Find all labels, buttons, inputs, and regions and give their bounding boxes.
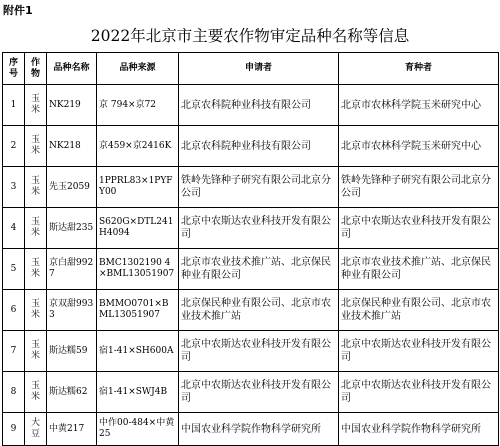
header-crop: 作物 (25, 53, 47, 85)
annex-label: 附件1 (3, 4, 33, 17)
cell-crop: 玉米 (25, 85, 47, 126)
table-row (3, 85, 499, 126)
cell-applicant: 北京农科院种业科技有限公司 (179, 85, 339, 126)
cell-crop: 玉米 (25, 167, 47, 208)
cell-no: 4 (3, 208, 25, 249)
cell-breeder: 北京中农斯达农业科技开发有限公司 (339, 331, 499, 372)
header-variety: 品种名称 (47, 53, 97, 85)
cell-no: 6 (3, 290, 25, 331)
cell-applicant: 北京中农斯达农业科技开发有限公司 (179, 331, 339, 372)
table-header-row (3, 53, 499, 85)
cell-source: 京459×京2416K (97, 126, 179, 167)
cell-source: 京 794×京72 (97, 85, 179, 126)
cell-variety: NK219 (47, 85, 97, 126)
cell-applicant: 北京保民种业有限公司、北京市农业技术推广站 (179, 290, 339, 331)
cell-source: 宿1-41×SWJ4B (97, 372, 179, 413)
header-applicant: 申请者 (179, 53, 339, 85)
cell-variety: 京白甜9927 (47, 249, 97, 290)
cell-source: 1PPRL83×1PYFY00 (97, 167, 179, 208)
cell-applicant: 北京中农斯达农业科技开发有限公司 (179, 208, 339, 249)
cell-no: 8 (3, 372, 25, 413)
cell-breeder: 北京中农斯达农业科技开发有限公司 (339, 372, 499, 413)
cell-applicant: 北京农科院种业科技有限公司 (179, 126, 339, 167)
header-breeder: 育种者 (339, 53, 499, 85)
cell-source: S620G×DTL241H4094 (97, 208, 179, 249)
cell-breeder: 中国农业科学院作物科学研究所 (339, 413, 499, 446)
cell-no: 1 (3, 85, 25, 126)
cell-no: 9 (3, 413, 25, 446)
cell-breeder: 北京中农斯达农业科技开发有限公司 (339, 208, 499, 249)
cell-crop: 玉米 (25, 372, 47, 413)
cell-no: 2 (3, 126, 25, 167)
cell-crop: 玉米 (25, 249, 47, 290)
table-row (3, 126, 499, 167)
cell-breeder: 北京市农业技术推广站、北京保民种业有限公司 (339, 249, 499, 290)
table-row (3, 290, 499, 331)
cell-breeder: 北京保民种业有限公司、北京市农业技术推广站 (339, 290, 499, 331)
cell-applicant: 铁岭先锋种子研究有限公司北京分公司 (179, 167, 339, 208)
cell-no: 7 (3, 331, 25, 372)
cell-no: 5 (3, 249, 25, 290)
table-row (3, 372, 499, 413)
variety-table (2, 52, 499, 446)
cell-variety: 斯达糯59 (47, 331, 97, 372)
table-row (3, 413, 499, 446)
cell-applicant: 北京市农业技术推广站、北京保民种业有限公司 (179, 249, 339, 290)
page-title: 2022年北京市主要农作物审定品种名称等信息 (90, 27, 410, 45)
table-row (3, 167, 499, 208)
cell-variety: NK218 (47, 126, 97, 167)
cell-source: 宿1-41×SH600A (97, 331, 179, 372)
cell-source: BMMO0701×BML13051907 (97, 290, 179, 331)
cell-variety: 中黄217 (47, 413, 97, 446)
header-source: 品种来源 (97, 53, 179, 85)
cell-crop: 玉米 (25, 290, 47, 331)
cell-crop: 大豆 (25, 413, 47, 446)
cell-no: 3 (3, 167, 25, 208)
table-row (3, 208, 499, 249)
cell-breeder: 北京市农林科学院玉米研究中心 (339, 126, 499, 167)
cell-applicant: 中国农业科学院作物科学研究所 (179, 413, 339, 446)
cell-source: 中作00-484×中黄25 (97, 413, 179, 446)
cell-variety: 斯达甜235 (47, 208, 97, 249)
table-row (3, 331, 499, 372)
cell-breeder: 北京市农林科学院玉米研究中心 (339, 85, 499, 126)
cell-variety: 京双甜9933 (47, 290, 97, 331)
cell-crop: 玉米 (25, 331, 47, 372)
cell-source: BMC1302190 4×BML13051907 (97, 249, 179, 290)
cell-breeder: 铁岭先锋种子研究有限公司北京分公司 (339, 167, 499, 208)
cell-crop: 玉米 (25, 208, 47, 249)
cell-applicant: 北京中农斯达农业科技开发有限公司 (179, 372, 339, 413)
header-no: 序号 (3, 53, 25, 85)
cell-crop: 玉米 (25, 126, 47, 167)
table-row (3, 249, 499, 290)
cell-variety: 斯达糯62 (47, 372, 97, 413)
cell-variety: 先玉2059 (47, 167, 97, 208)
